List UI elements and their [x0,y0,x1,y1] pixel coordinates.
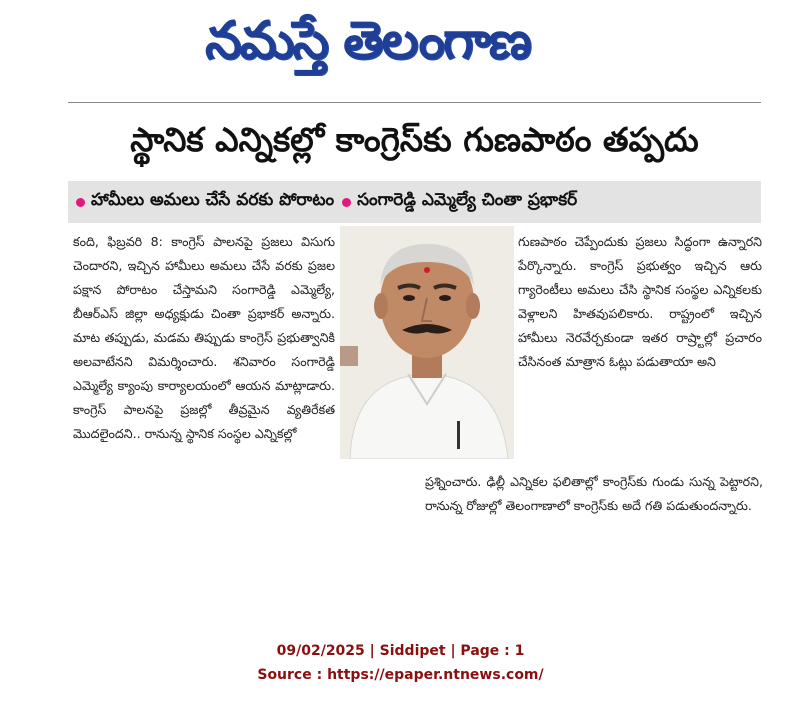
article-paragraph: కంది, ఫిబ్రవరి 8: కాంగ్రెస్ పాలనపై ప్రజలు విసుగు చెందారని, ఇచ్చిన హామీలు అమలు చేసే వరకు ప్రజల పక్షాన పోరాటం చేస్తామని సంగారెడ్డి ఎమ్మెల్యే, బీఆర్ఎస్ జిల్లా అధ్యక్షుడు చింతా ప్రభాకర్ అన్నారు. మాట తప్పుడు, మడమ తిప్పుడు కాంగ్రెస్ ప్రభుత్వానికి అలవాటేనని విమర్శించారు. శనివారం సంగారెడ్డి ఎమ్మెల్యే క్యాంపు కార్యాలయంలో ఆయన మాట్లాడారు. కాంగ్రెస్ పాలనపై ప్రజల్లో తీవ్రమైన వ్యతిరేకత మొదలైందని.. రానున్న స్థానిక సంస్థల ఎన్నికల్లో [73,234,335,441]
portrait-illustration [340,226,514,459]
subheading-bar [68,181,761,223]
header-divider [68,102,761,103]
article-column-1 [73,230,335,550]
subheading-text: సంగారెడ్డి ఎమ్మెల్యే చింతా ప్రభాకర్ [357,190,578,210]
article-paragraph: గుణపాఠం చెప్పేందుకు ప్రజలు సిద్ధంగా ఉన్నారని పేర్కొన్నారు. కాంగ్రెస్ ప్రభుత్వం ఇచ్చిన ఆరు గ్యారెంటీలు అమలు చేసి స్థానిక సంస్థల ఎన్నికలకు వెళ్లాలని హితవుపలికారు. రాష్ట్రంలో ఇచ్చిన హామీలు నెరవేర్చకుండా ఇతర రాష్ర్టాల్లో ప్రచారం చేసినంత మాత్రాన ఓట్లు పడుతాయా అని [518,234,762,369]
article-column-2 [518,230,762,470]
newspaper-masthead: నమస్తే తెలంగాణ [205,11,530,71]
bullet-icon [342,198,351,207]
person-photo [340,226,514,459]
footer-info: 09/02/2025 | Siddipet | Page : 1 [276,643,525,659]
footer-source: Source : https://epaper.ntnews.com/ [257,667,544,683]
article-paragraph: ప్రశ్నించారు. ఢిల్లీ ఎన్నికల ఫలితాల్లో కాంగ్రెస్‌కు గుండు సున్న పెట్టారని, రానున్న రోజుల్లో తెలంగాణాలో కాంగ్రెస్‌కు అదే గతి పడుతుందన్నారు. [425,474,763,513]
article-headline: స్థానిక ఎన్నికల్లో కాంగ్రెస్‌కు గుణపాఠం తప్పదు [130,120,699,159]
subheading-text: హామీలు అమలు చేసే వరకు పోరాటం [91,190,335,210]
article-column-3 [425,470,763,550]
subheading-item [76,190,334,214]
subheading-item [342,190,577,214]
bullet-icon [76,198,85,207]
